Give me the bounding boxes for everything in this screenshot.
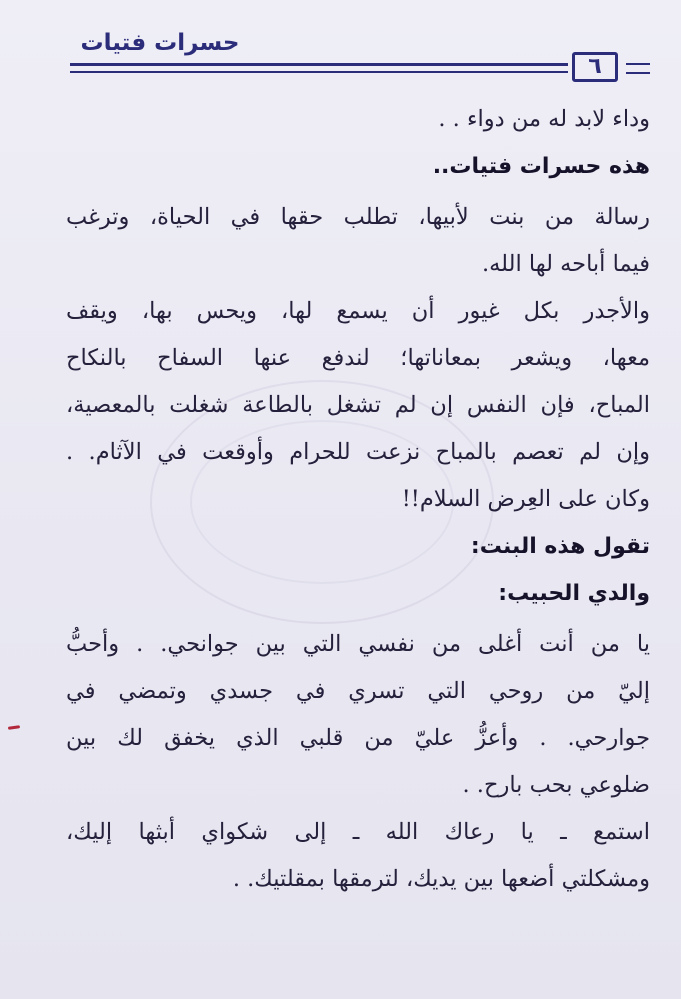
letter-salutation: والدي الحبيب: [498, 581, 650, 606]
body-line: والأجدر بكل غيور أن يسمع لها، ويحس بها، ويقف [66, 298, 650, 324]
body-line: يا من أنت أغلى من نفسي التي بين جوانحي. . وأحبُّ [66, 631, 650, 657]
body-line: المباح، فإن النفس إن لم تشغل بالطاعة شغلت بالمعصية، [66, 392, 650, 418]
body-line: ومشكلتي أضعها بين يديك، لترمقها بمقلتيك. . [232, 866, 650, 892]
body-line: استمع ـ يا رعاك الله ـ إلى شكواي أبثها إليك، [66, 819, 650, 845]
section-heading: تقول هذه البنت: [470, 534, 650, 559]
body-line: وداء لابد له من دواء . . [438, 106, 650, 132]
header-rule-right-top [626, 63, 650, 65]
header-rule-top [70, 63, 568, 66]
body-line: فيما أباحه لها الله. [481, 251, 650, 277]
red-ink-mark [8, 725, 20, 730]
body-line: رسالة من بنت لأبيها، تطلب حقها في الحياة، وترغب [66, 204, 650, 230]
body-line: ضلوعي بحب بارح. . [462, 772, 650, 798]
body-line: إليّ من روحي التي تسري في جسدي وتمضي في [66, 678, 650, 704]
page-number: ٦ [572, 52, 618, 82]
body-line: وكان على العِرض السلام!! [401, 486, 650, 512]
body-line: معها، ويشعر بمعاناتها؛ لندفع عنها السفاح بالنكاح [66, 345, 650, 371]
page-body [66, 96, 650, 903]
running-title: حسرات فتيات [80, 30, 240, 56]
header-rule-bottom [70, 71, 568, 73]
body-line: وإن لم تعصم بالمباح نزعت للحرام وأوقعت في الآثام. . [66, 439, 650, 465]
section-heading: هذه حسرات فتيات.. [432, 154, 650, 179]
body-line: جوارحي. . وأعزُّ عليّ من قلبي الذي يخفق لك بين [66, 725, 650, 751]
header-rule-right-bottom [626, 72, 650, 74]
